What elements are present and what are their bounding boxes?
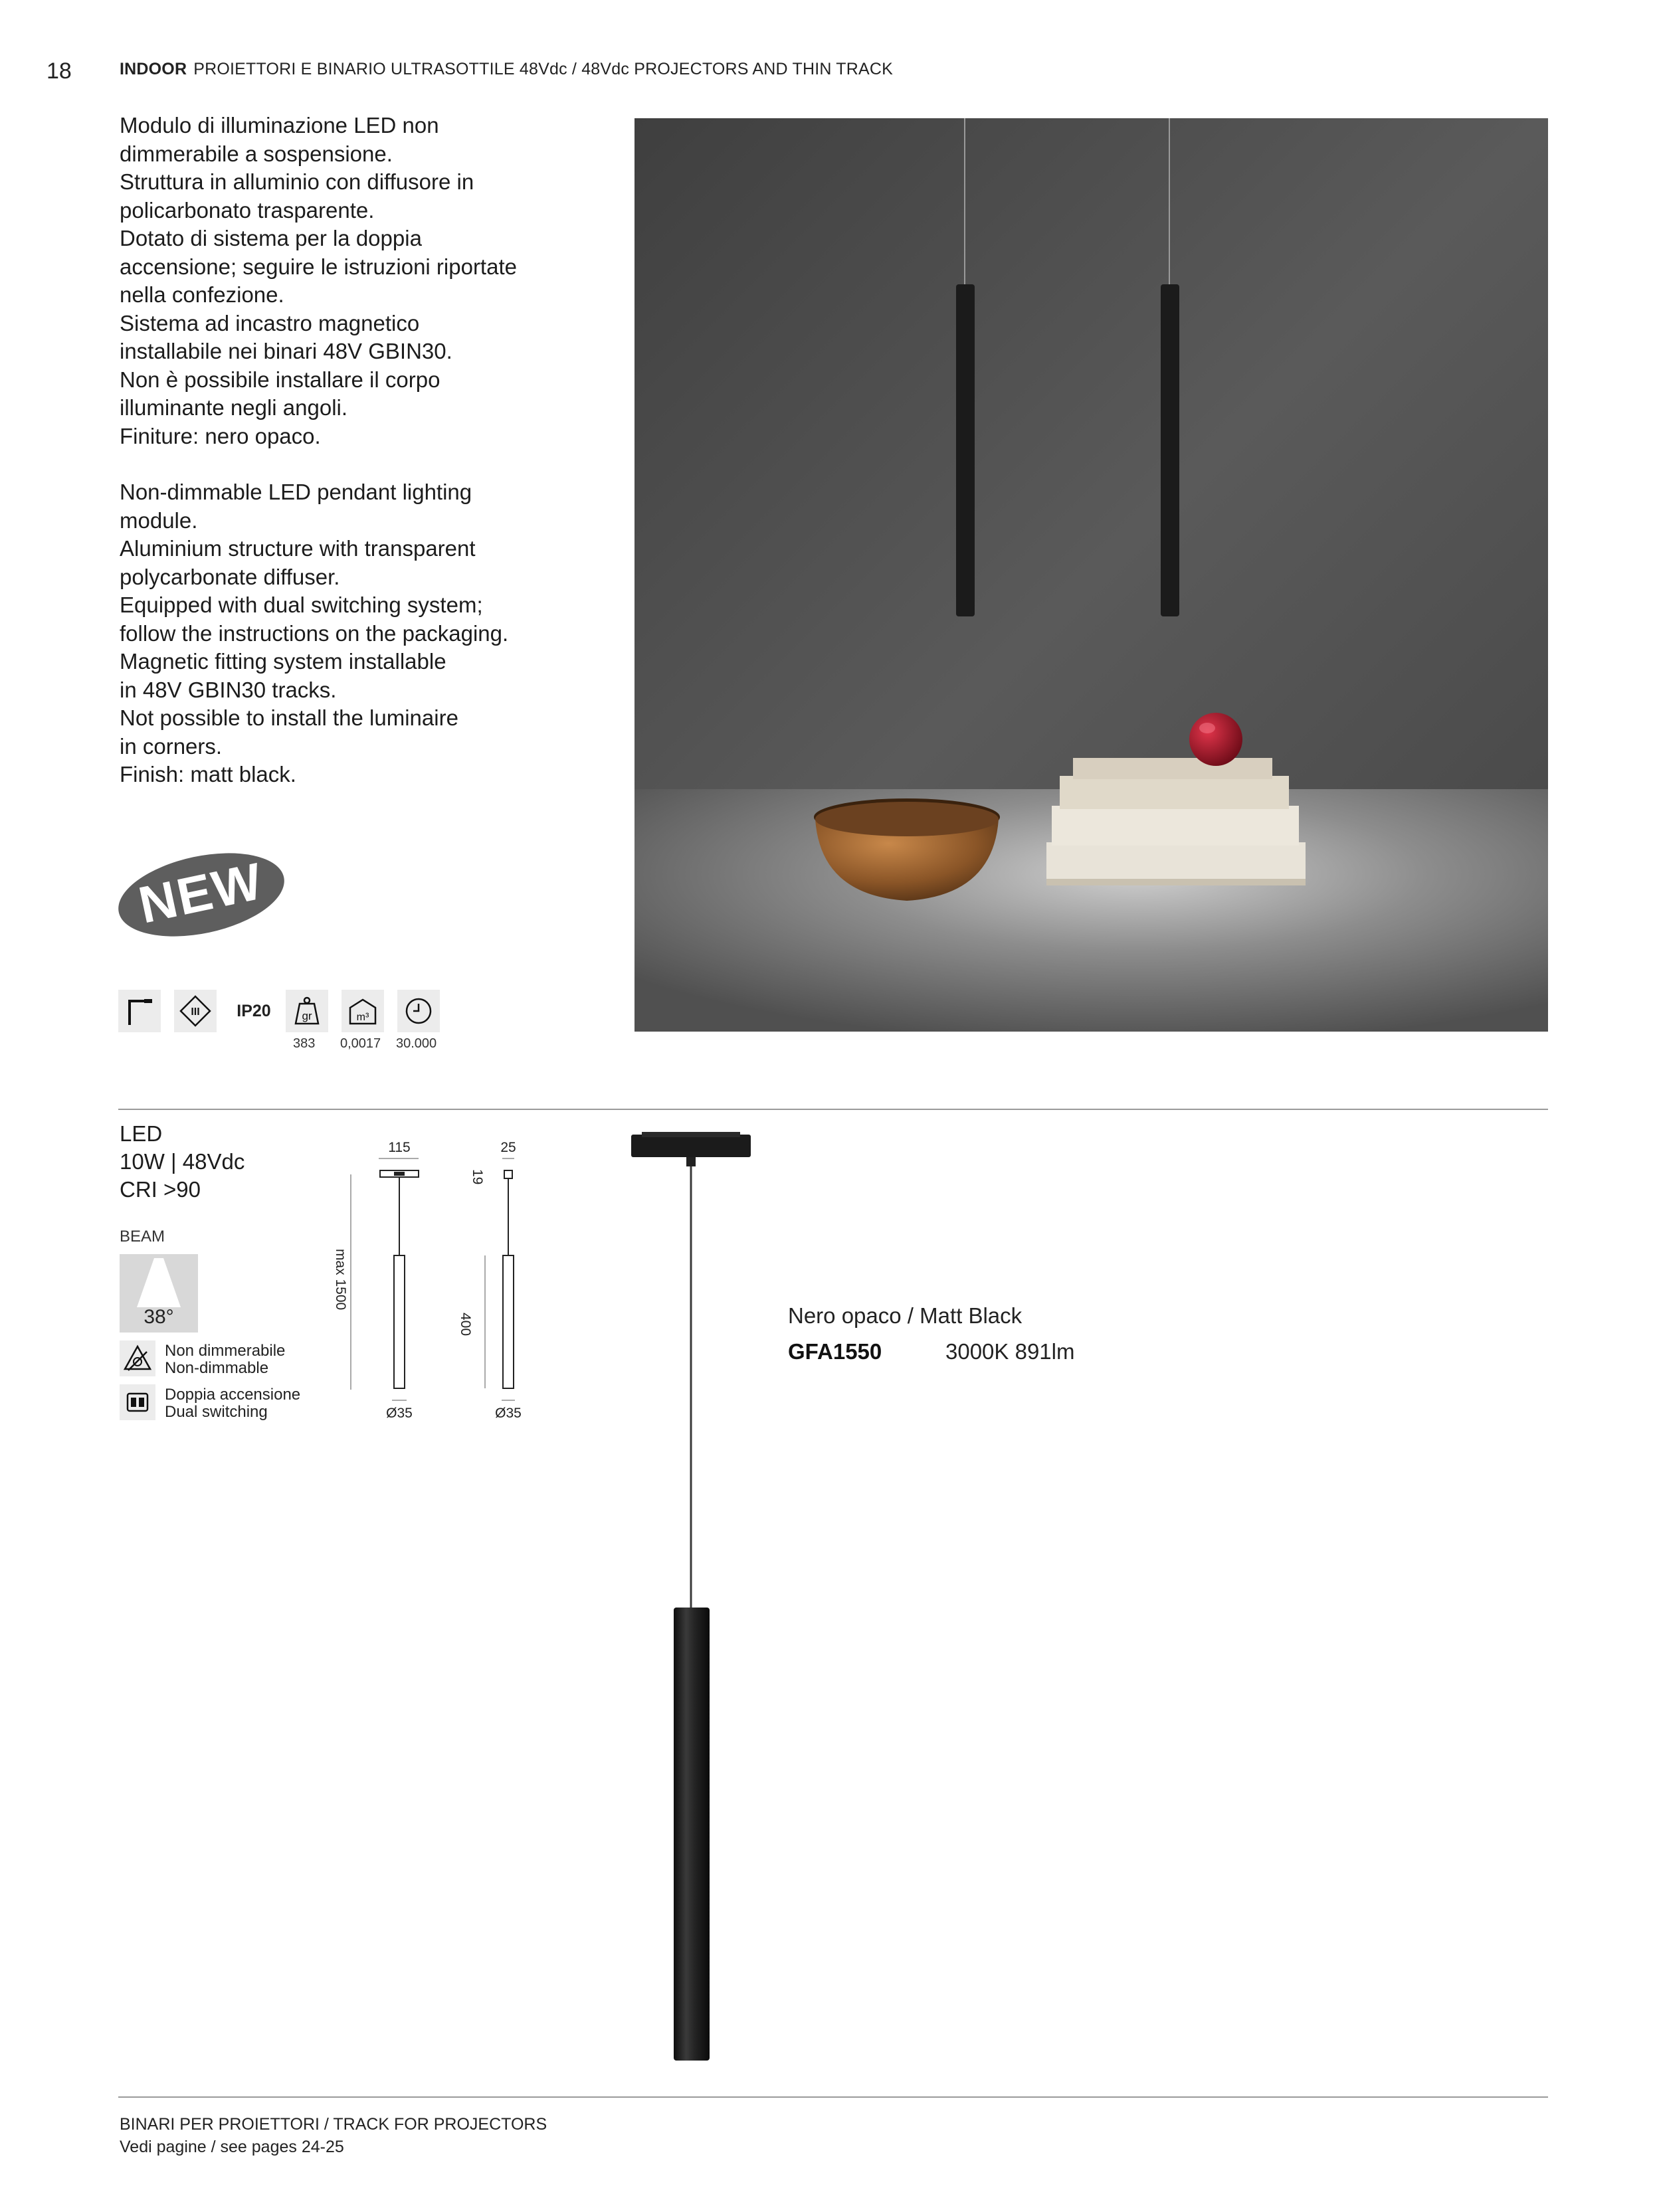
dual-switching-en: Dual switching [165, 1403, 268, 1421]
non-dimmable-text [165, 1342, 285, 1377]
variant-specs: 3000K 891lm [945, 1339, 1075, 1364]
spec-cri: CRI >90 [120, 1177, 201, 1202]
lifetime-value: 30.000 [396, 1036, 437, 1051]
page-number: 18 [47, 58, 72, 84]
dim-width-front: 115 [388, 1140, 411, 1155]
dim-cable-max: max 1500 [333, 1249, 348, 1311]
clock-icon [397, 990, 440, 1032]
weight-gr-icon [286, 990, 328, 1032]
dim-body-length: 400 [458, 1313, 473, 1336]
spec-power: 10W | 48Vdc [120, 1149, 245, 1174]
dim-diameter-front: Ø35 [386, 1406, 413, 1421]
footer-see-pages: Vedi pagine / see pages 24-25 [120, 2138, 344, 2156]
product-photo [634, 118, 1548, 1032]
page-header [120, 60, 893, 79]
dual-switching-icon [120, 1384, 155, 1420]
ip-rating: IP20 [237, 1001, 271, 1020]
non-dimmable-icon [120, 1340, 155, 1376]
beam-icon [120, 1254, 198, 1333]
footer-track-link: BINARI PER PROIETTORI / TRACK FOR PROJECTORS [120, 2115, 547, 2134]
non-dimmable-it: Non dimmerabile [165, 1342, 286, 1360]
dim-height-top: 19 [470, 1169, 485, 1185]
volume-value: 0,0017 [340, 1036, 381, 1051]
weight-value: 383 [293, 1036, 316, 1051]
non-dimmable-en: Non-dimmable [165, 1359, 269, 1377]
certification-row [118, 990, 450, 1036]
section-divider [118, 1109, 1548, 1110]
dim-diameter-side: Ø35 [495, 1406, 522, 1421]
header-section: INDOOR [120, 60, 187, 78]
header-title: PROIETTORI E BINARIO ULTRASOTTILE 48Vdc / 48Vdc PROJECTORS AND THIN TRACK [193, 60, 894, 78]
new-badge [114, 852, 288, 937]
variant-code: GFA1550 [788, 1339, 882, 1364]
svg-text:m³: m³ [356, 1012, 369, 1023]
volume-m3-icon [342, 990, 384, 1032]
dual-switching-text [165, 1386, 300, 1421]
spec-source: LED [120, 1121, 163, 1146]
svg-text:III: III [191, 1006, 200, 1018]
footer-divider [118, 2096, 1548, 2098]
new-badge-text: NEW [134, 852, 268, 935]
product-description [120, 112, 625, 789]
variant-finish: Nero opaco / Matt Black [788, 1303, 1023, 1328]
beam-angle: 38° [144, 1306, 174, 1328]
dual-switching-it: Doppia accensione [165, 1386, 301, 1404]
class-iii-icon [174, 990, 217, 1032]
svg-text:gr: gr [302, 1010, 312, 1022]
description-italian: Modulo di illuminazione LED non dimmerabile a sospensione. Struttura in alluminio con diffusore in policarbonato trasparente. Dotato di sistema per la doppia accensione; seguire le istruzioni riportate nella confezione. Sistema ad incastro magnetico installabile nei binari 48V GBIN30. Non è possibile installare il corpo illuminante negli angoli. Finiture: nero opaco. [120, 113, 517, 448]
dim-width-side: 25 [500, 1140, 516, 1155]
beam-label: BEAM [120, 1228, 165, 1245]
description-english: Non-dimmable LED pendant lighting module. Aluminium structure with transparent polycarbonate diffuser. Equipped with dual switching system; follow the instructions on the packaging. Magnetic fitting system installable in 48V GBIN30 tracks. Not possible to install the luminaire in corners. Finish: matt black. [120, 480, 509, 786]
track-mount-icon [118, 990, 161, 1032]
product-image [625, 1129, 757, 2066]
dimension-drawing [319, 1129, 558, 1441]
